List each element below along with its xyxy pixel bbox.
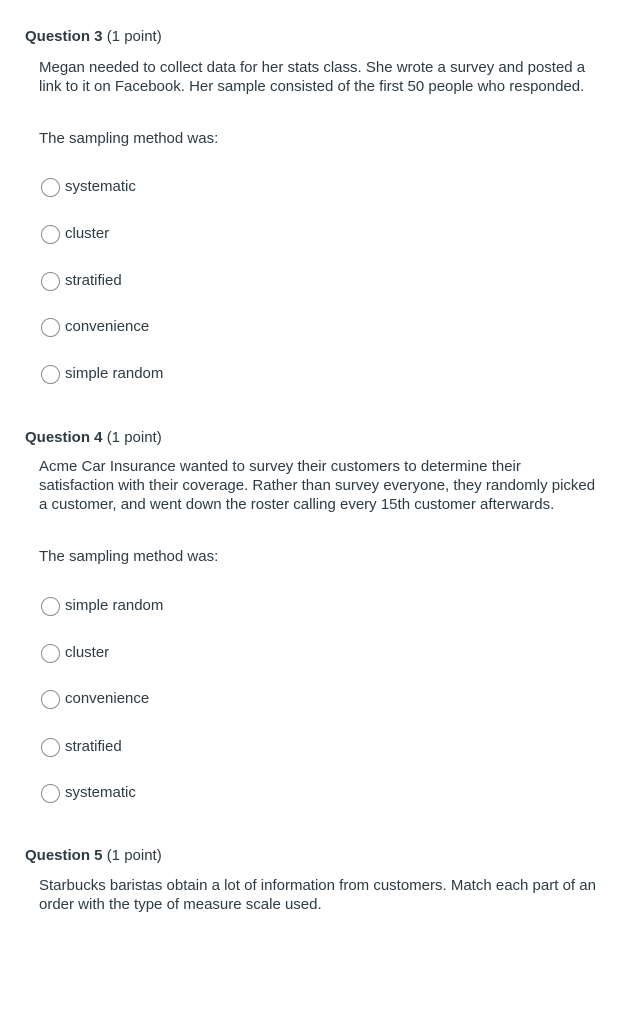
option-label: convenience <box>65 318 150 335</box>
radio-button[interactable] <box>41 365 60 384</box>
question-header <box>25 27 162 47</box>
question-header <box>25 428 162 448</box>
option-label: stratified <box>65 738 122 755</box>
option-label: simple random <box>65 597 164 614</box>
question-points: (1 point) <box>106 429 162 446</box>
radio-button[interactable] <box>41 272 60 291</box>
option-label: cluster <box>65 644 110 661</box>
option-systematic[interactable] <box>41 782 136 804</box>
option-label: systematic <box>65 784 136 801</box>
radio-button[interactable] <box>41 738 60 757</box>
option-stratified[interactable] <box>41 270 122 292</box>
option-simple-random[interactable] <box>41 363 163 385</box>
option-cluster[interactable] <box>41 642 109 664</box>
question-title: Question 5 <box>25 847 103 864</box>
radio-button[interactable] <box>41 318 60 337</box>
question-text: Starbucks baristas obtain a lot of information from customers. Match each part of an order with the type of measure scale used. <box>39 877 596 913</box>
option-convenience[interactable] <box>41 688 149 710</box>
question-prompt: The sampling method was: <box>39 548 219 565</box>
option-label: convenience <box>65 690 150 707</box>
question-points: (1 point) <box>106 28 162 45</box>
question-header <box>25 846 162 866</box>
radio-button[interactable] <box>41 690 60 709</box>
option-cluster[interactable] <box>41 223 109 245</box>
radio-button[interactable] <box>41 597 60 616</box>
question-points: (1 point) <box>106 847 162 864</box>
radio-button[interactable] <box>41 644 60 663</box>
option-label: simple random <box>65 365 164 382</box>
option-simple-random[interactable] <box>41 595 163 617</box>
option-label: cluster <box>65 225 110 242</box>
option-stratified[interactable] <box>41 736 122 758</box>
option-convenience[interactable] <box>41 316 149 338</box>
option-label: stratified <box>65 272 122 289</box>
option-systematic[interactable] <box>41 176 136 198</box>
option-label: systematic <box>65 178 136 195</box>
radio-button[interactable] <box>41 784 60 803</box>
question-text: Acme Car Insurance wanted to survey their customers to determine their satisfaction with their coverage. Rather than survey everyone, they randomly picked a customer, and went down the roster calling every 15th customer afterwards. <box>39 458 596 513</box>
question-title: Question 3 <box>25 28 103 45</box>
radio-button[interactable] <box>41 225 60 244</box>
radio-button[interactable] <box>41 178 60 197</box>
question-prompt: The sampling method was: <box>39 130 219 147</box>
question-text: Megan needed to collect data for her stats class. She wrote a survey and posted a link to it on Facebook. Her sample consisted of the first 50 people who responded. <box>39 59 586 95</box>
question-title: Question 4 <box>25 429 103 446</box>
